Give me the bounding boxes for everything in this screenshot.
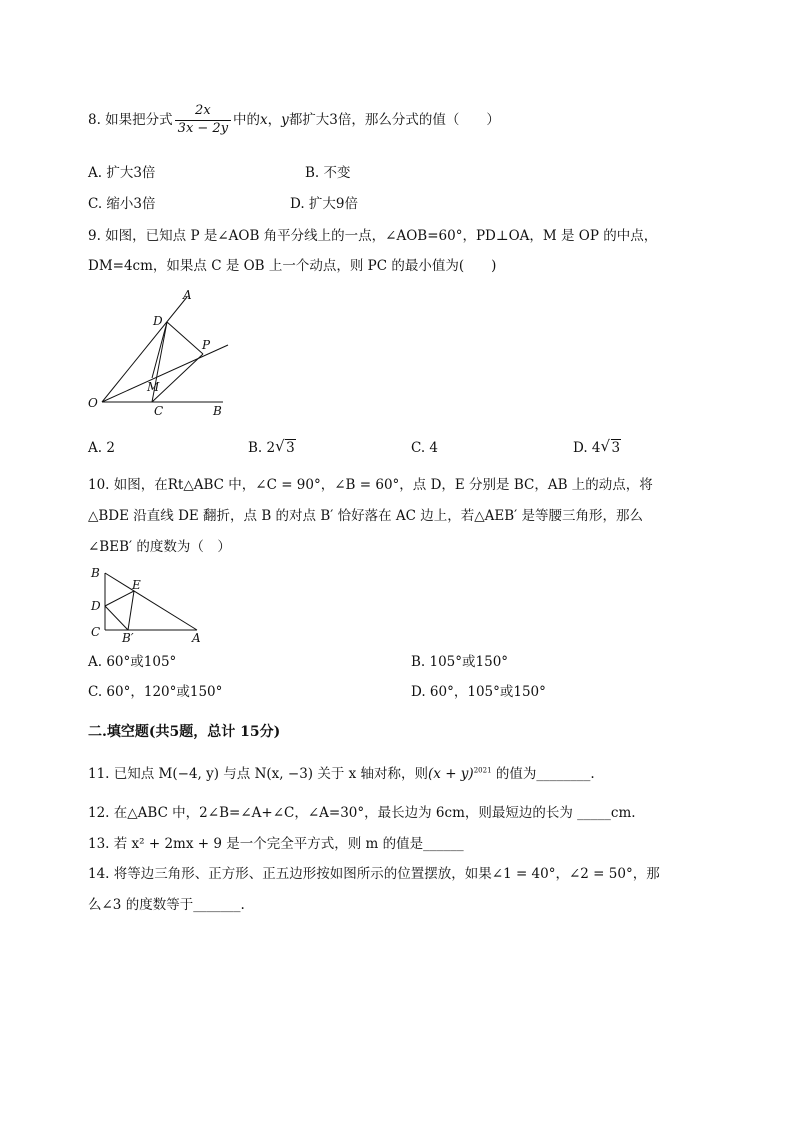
q10-label-a: A <box>192 631 201 645</box>
q8-separator: ， <box>267 111 282 128</box>
q9-option-d-sqrt <box>601 440 622 456</box>
q8-option-a: A. 扩大3倍 <box>88 165 156 181</box>
q9-label-a: A <box>183 288 192 302</box>
q9-ray-oa <box>102 297 187 402</box>
q8-var-x: x <box>260 111 268 128</box>
q10-line1: 10. 如图，在Rt△ABC 中，∠C = 90°，∠B = 60°，点 D，E 分别是 BC，AB 上的动点，将 <box>88 477 653 493</box>
q9-option-b-radicand: 3 <box>286 440 295 456</box>
q9-option-d-text: D. 4 <box>573 440 601 456</box>
q11-text <box>88 766 595 782</box>
q11-suffix: 的值为________. <box>491 766 595 782</box>
q14-line2: 么∠3 的度数等于_______. <box>88 897 245 913</box>
q10-label-b-prime: B′ <box>122 631 134 645</box>
q8-option-d: D. 扩大9倍 <box>290 196 359 212</box>
q10-side-ab <box>105 573 197 630</box>
q8-suffix: 都扩大3倍，那么分式的值（ ） <box>288 111 500 128</box>
q10-label-b: B <box>91 566 100 580</box>
q12-text: 12. 在△ABC 中，2∠B=∠A+∠C，∠A=30°，最长边为 6cm，则最短边的长为 _____cm. <box>88 805 636 821</box>
q8-fraction <box>175 104 231 137</box>
q9-option-b-sqrt <box>275 440 296 456</box>
q10-line2: △BDE 沿直线 DE 翻折，点 B 的对点 B′ 恰好落在 AC 边上，若△AEB′ 是等腰三角形，那么 <box>88 508 644 524</box>
q10-segment-de <box>105 591 134 606</box>
section-title-fill-in: 二.填空题(共5题，总计 15分) <box>88 724 281 740</box>
q8-prefix: 8. 如果把分式 <box>88 111 173 128</box>
q9-label-o: O <box>88 396 98 410</box>
q10-option-d: D. 60°，105°或150° <box>411 684 546 700</box>
q9-option-b-text: B. 2 <box>248 440 276 456</box>
q8-stem <box>88 104 500 137</box>
q9-figure <box>80 285 240 420</box>
q11-prefix: 11. 已知点 M(−4, y) 与点 N(x, −3) 关于 x 轴对称，则 <box>88 766 429 782</box>
q10-segment-db-prime <box>105 606 128 630</box>
q9-line1: 9. 如图，已知点 P 是∠AOB 角平分线上的一点，∠AOB=60°，PD⊥OA，M 是 OP 的中点， <box>88 228 658 244</box>
q11-power-exponent: 2021 <box>473 766 492 775</box>
q13-text: 13. 若 x² + 2mx + 9 是一个完全平方式，则 m 的值是______ <box>88 836 464 852</box>
q11-power-base: (x + y) <box>428 766 474 782</box>
q10-option-a: A. 60°或105° <box>88 654 177 670</box>
q9-label-c: C <box>154 404 164 418</box>
q9-option-c: C. 4 <box>411 440 439 456</box>
q9-option-b <box>248 440 296 456</box>
q10-segment-eb-prime <box>128 591 134 630</box>
q14-line1: 14. 将等边三角形、正方形、正五边形按如图所示的位置摆放，如果∠1 = 40°，∠2 = 50°，那 <box>88 866 660 882</box>
q8-middle: 中的 <box>233 111 261 128</box>
q9-label-b: B <box>213 404 222 418</box>
q8-fraction-denominator: 3x − 2y <box>175 120 231 137</box>
q10-label-c: C <box>91 625 101 639</box>
q8-option-c: C. 缩小3倍 <box>88 196 156 212</box>
q10-line3: ∠BEB′ 的度数为（ ） <box>88 539 231 555</box>
q10-label-e: E <box>132 578 141 592</box>
q9-label-m: M <box>147 380 160 394</box>
q9-label-d: D <box>153 314 163 328</box>
q10-option-b: B. 105°或150° <box>411 654 509 670</box>
q9-label-p: P <box>202 338 211 352</box>
q9-line2: DM=4cm，如果点 C 是 OB 上一个动点，则 PC 的最小值为( ) <box>88 258 497 274</box>
q8-var-y: y <box>281 111 289 128</box>
q9-option-a: A. 2 <box>88 440 115 456</box>
q8-fraction-numerator: 2x <box>195 103 211 118</box>
q10-option-c: C. 60°，120°或150° <box>88 684 223 700</box>
q8-option-b: B. 不变 <box>305 165 351 181</box>
q9-option-d <box>573 440 621 456</box>
q9-bisector-op <box>102 345 228 402</box>
q10-figure <box>84 562 214 646</box>
q9-segment-pd <box>167 322 203 354</box>
q10-label-d: D <box>91 599 101 613</box>
q9-option-d-radicand: 3 <box>611 440 621 456</box>
